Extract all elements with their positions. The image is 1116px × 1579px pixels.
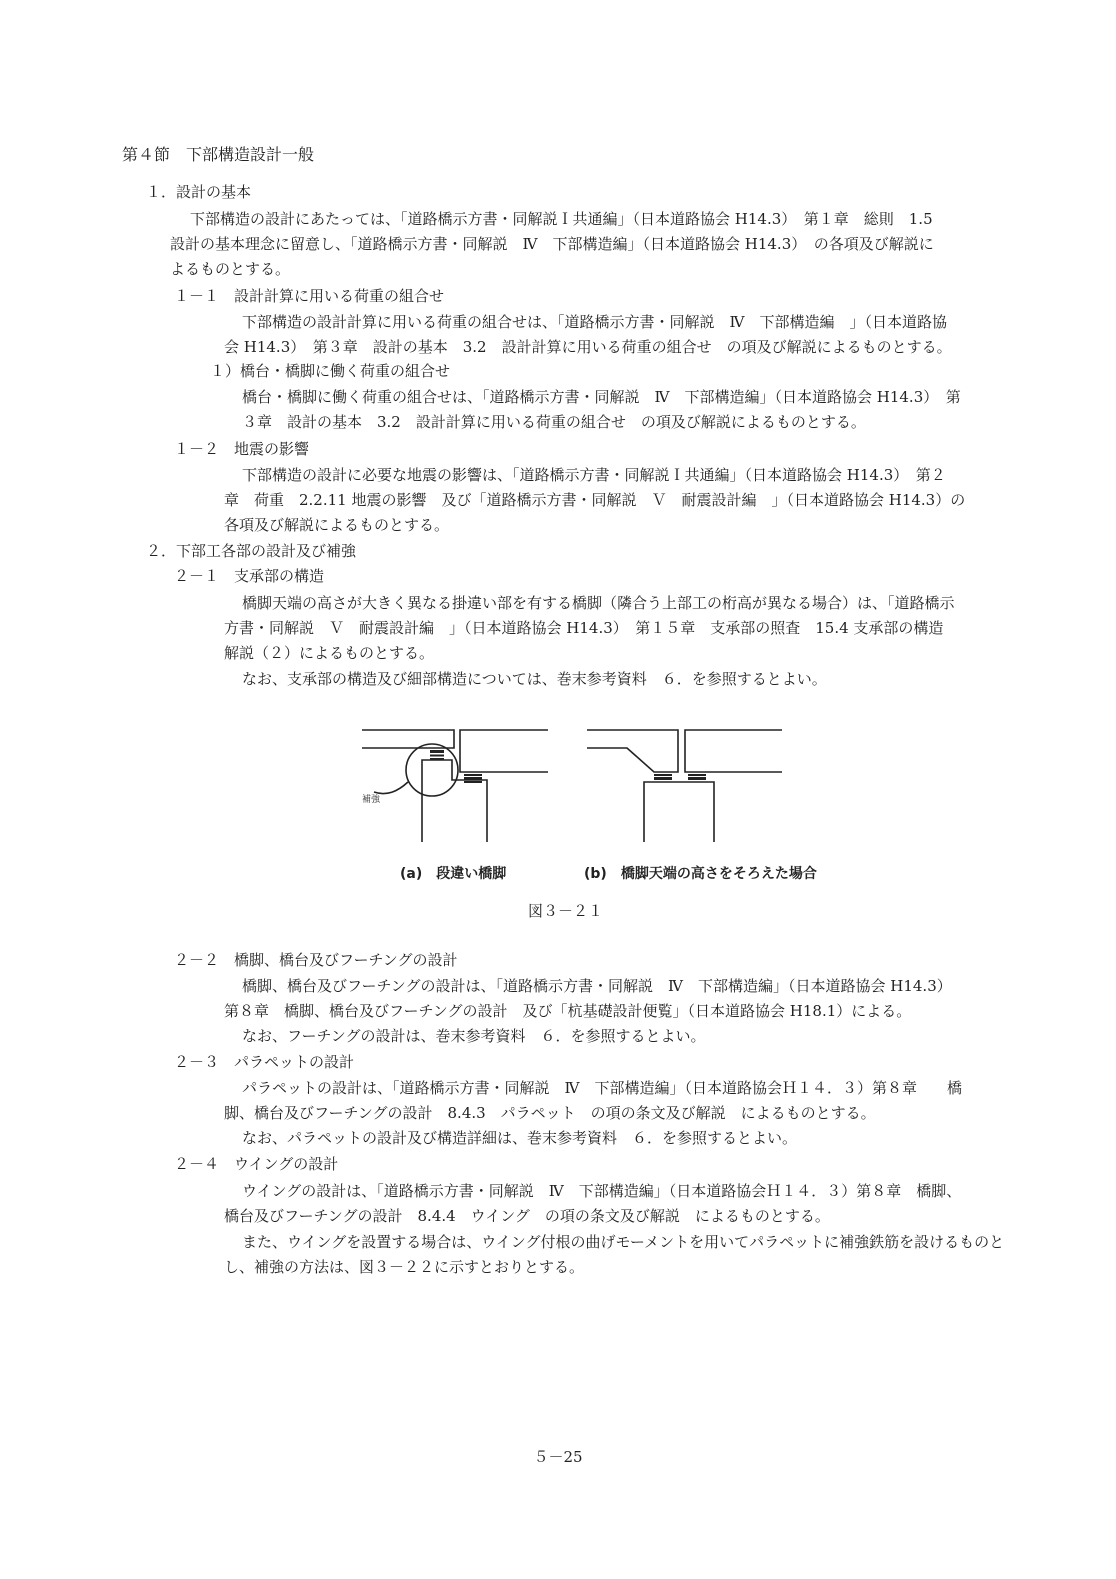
paragraph-line: パラペットの設計は、「道路橋示方書・同解説 Ⅳ 下部構造編」（日本道路協会Ｈ１４．３）第８章 橋	[242, 1079, 962, 1097]
paragraph-line: し、補強の方法は、図３－２２に示すとおりとする。	[224, 1258, 585, 1276]
paragraph-line: 下部構造の設計にあたっては、「道路橋示方書・同解説Ｉ共通編」（日本道路協会 H14.3） 第１章 総則 1.5	[190, 210, 933, 228]
paragraph-line: ウイングの設計は、「道路橋示方書・同解説 Ⅳ 下部構造編」（日本道路協会Ｈ１４．３）第８章 橋脚、	[242, 1182, 962, 1200]
paragraph-line: 橋台及びフーチングの設計 8.4.4 ウイング の項の条文及び解説 によるものとする。	[224, 1207, 830, 1225]
pier-diagram	[322, 700, 870, 918]
paragraph-line: 会 H14.3） 第３章 設計の基本 3.2 設計計算に用いる荷重の組合せ の項及び解説によるものとする。	[224, 338, 952, 356]
caption-a: (a) 段違い橋脚	[400, 866, 507, 882]
heading-1-1-item-1: １）橋台・橋脚に働く荷重の組合せ	[210, 362, 451, 380]
paragraph-line: 下部構造の設計計算に用いる荷重の組合せは、「道路橋示方書・同解説 Ⅳ 下部構造編 」（日本道路協	[242, 313, 947, 331]
paragraph-line: 第８章 橋脚、橋台及びフーチングの設計 及び「杭基礎設計便覧」（日本道路協会 H18.1）による。	[224, 1002, 912, 1020]
paragraph-line: 橋脚、橋台及びフーチングの設計は、「道路橋示方書・同解説 Ⅳ 下部構造編」（日本道路協会 H14.3）	[242, 977, 952, 995]
heading-2-1: ２－１ 支承部の構造	[174, 567, 325, 585]
paragraph-line: 方書・同解説 Ｖ 耐震設計編 」（日本道路協会 H14.3） 第１５章 支承部の照査 15.4 支承部の構造	[224, 619, 944, 637]
heading-2-3: ２－３ パラペットの設計	[174, 1053, 355, 1071]
paragraph-line: 下部構造の設計に必要な地震の影響は、「道路橋示方書・同解説Ｉ共通編」（日本道路協会 H14.3） 第２	[242, 466, 946, 484]
paragraph-line: 脚、橋台及びフーチングの設計 8.4.3 パラペット の項の条文及び解説 によるものとする。	[224, 1104, 876, 1122]
page-number: ５－25	[533, 1448, 583, 1466]
heading-1: １．設計の基本	[146, 183, 252, 201]
reinforcement-label: 補強	[362, 795, 381, 805]
bearing-lower	[464, 774, 482, 776]
bearing-b-left	[654, 774, 672, 776]
bearing-b-right	[688, 774, 706, 776]
paragraph-line: なお、パラペットの設計及び構造詳細は、巻末参考資料 ６．を参照するとよい。	[242, 1129, 798, 1147]
heading-2-2: ２－２ 橋脚、橋台及びフーチングの設計	[174, 951, 458, 969]
left-haunched-girder-outline	[587, 730, 678, 772]
paragraph-line: 解説（２）によるものとする。	[224, 644, 435, 662]
heading-1-1: １－１ 設計計算に用いる荷重の組合せ	[174, 287, 445, 305]
heading-2: ２．下部工各部の設計及び補強	[146, 542, 357, 560]
heading-1-2: １－２ 地震の影響	[174, 440, 310, 458]
bearing-upper	[430, 750, 444, 753]
paragraph-line: 設計の基本理念に留意し、「道路橋示方書・同解説 Ⅳ 下部構造編」（日本道路協会 H14.3） の各項及び解説に	[170, 235, 934, 253]
paragraph-line: 各項及び解説によるものとする。	[224, 516, 450, 534]
paragraph-line: よるものとする。	[170, 260, 291, 278]
paragraph-line: なお、支承部の構造及び細部構造については、巻末参考資料 ６．を参照するとよい。	[242, 670, 827, 688]
paragraph-line: なお、フーチングの設計は、巻末参考資料 ６．を参照するとよい。	[242, 1027, 706, 1045]
caption-b: (b) 橋脚天端の高さをそろえた場合	[584, 866, 817, 882]
heading-2-4: ２－４ ウイングの設計	[174, 1155, 339, 1173]
paragraph-line: 橋脚天端の高さが大きく異なる掛違い部を有する橋脚（隣合う上部工の桁高が異なる場合）は、「道路橋示	[242, 594, 955, 612]
paragraph-line: ３章 設計の基本 3.2 設計計算に用いる荷重の組合せ の項及び解説によるものとする。	[242, 413, 866, 431]
section-title: 第４節 下部構造設計一般	[122, 145, 315, 164]
paragraph-line: 章 荷重 2.2.11 地震の影響 及び「道路橋示方書・同解説 Ｖ 耐震設計編 」（日本道路協会 H14.3）の	[224, 491, 966, 509]
figure-3-21	[322, 700, 870, 918]
flat-pier-outline	[644, 782, 714, 842]
right-girder-outline	[460, 730, 548, 772]
right-girder-outline-b	[685, 730, 782, 772]
figure-number: 図３－２１	[528, 902, 604, 920]
paragraph-line: また、ウイングを設置する場合は、ウイング付根の曲げモーメントを用いてパラペットに補強鉄筋を設けるものと	[242, 1233, 1005, 1251]
paragraph-line: 橋台・橋脚に働く荷重の組合せは、「道路橋示方書・同解説 Ⅳ 下部構造編」（日本道路協会 H14.3） 第	[242, 388, 961, 406]
